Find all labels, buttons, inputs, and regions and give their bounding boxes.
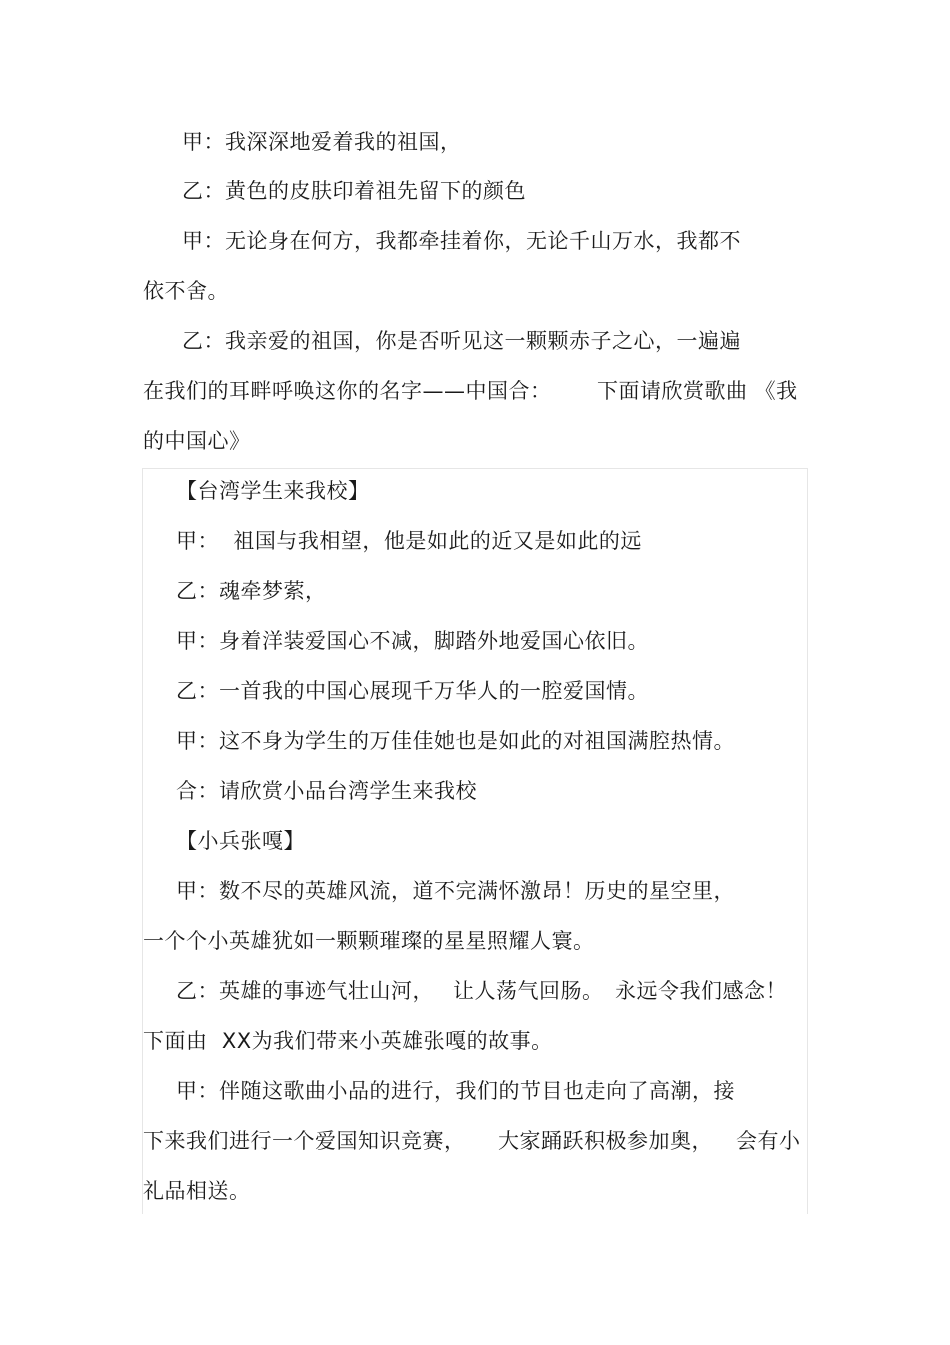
dialogue-line: 合：请欣赏小品台湾学生来我校	[176, 779, 477, 803]
dialogue-line: 礼品相送。	[143, 1179, 251, 1203]
dialogue-line: 依不舍。	[143, 279, 229, 303]
dialogue-line: 甲：这不身为学生的万佳佳她也是如此的对祖国满腔热情。	[176, 729, 735, 753]
dialogue-line: 甲：身着洋装爱国心不减，脚踏外地爱国心依旧。	[176, 629, 649, 653]
dialogue-line: 大家踊跃积极参加奥，	[498, 1129, 713, 1153]
dialogue-line: 甲：无论身在何方，我都牵挂着你，无论千山万水，我都不	[182, 229, 741, 253]
dialogue-line: 的中国心》	[143, 429, 251, 453]
dialogue-line: 永远令我们感念！	[615, 979, 787, 1003]
dialogue-line: 甲：伴随这歌曲小品的进行，我们的节目也走向了高潮，接	[176, 1079, 735, 1103]
section-heading: 【台湾学生来我校】	[176, 479, 370, 503]
dialogue-line: 让人荡气回肠。	[453, 979, 604, 1003]
dialogue-line: 乙：我亲爱的祖国，你是否听见这一颗颗赤子之心，一遍遍	[182, 329, 741, 353]
dialogue-line: 在我们的耳畔呼唤这你的名字——中国合：	[143, 379, 552, 403]
dialogue-line: 乙：英雄的事迹气壮山河，	[176, 979, 434, 1003]
dialogue-line: 甲：数不尽的英雄风流，道不完满怀激昂！历史的星空里，	[176, 879, 735, 903]
dialogue-line: 下面请欣赏歌曲 《我	[597, 379, 798, 403]
dialogue-line: 下面由 XX为我们带来小英雄张嘎的故事。	[143, 1029, 553, 1053]
dialogue-line: 一个个小英雄犹如一颗颗璀璨的星星照耀人寰。	[143, 929, 595, 953]
dialogue-line: 下来我们进行一个爱国知识竞赛，	[143, 1129, 466, 1153]
section-heading: 【小兵张嘎】	[176, 829, 305, 853]
dialogue-line: 乙：魂牵梦萦，	[176, 579, 327, 603]
dialogue-line: 甲： 祖国与我相望，他是如此的近又是如此的远	[176, 529, 642, 553]
dialogue-line: 乙：黄色的皮肤印着祖先留下的颜色	[182, 179, 526, 203]
dialogue-line: 乙：一首我的中国心展现千万华人的一腔爱国情。	[176, 679, 649, 703]
dialogue-line: 会有小	[736, 1129, 801, 1153]
dialogue-line: 甲：我深深地爱着我的祖国，	[182, 130, 462, 154]
